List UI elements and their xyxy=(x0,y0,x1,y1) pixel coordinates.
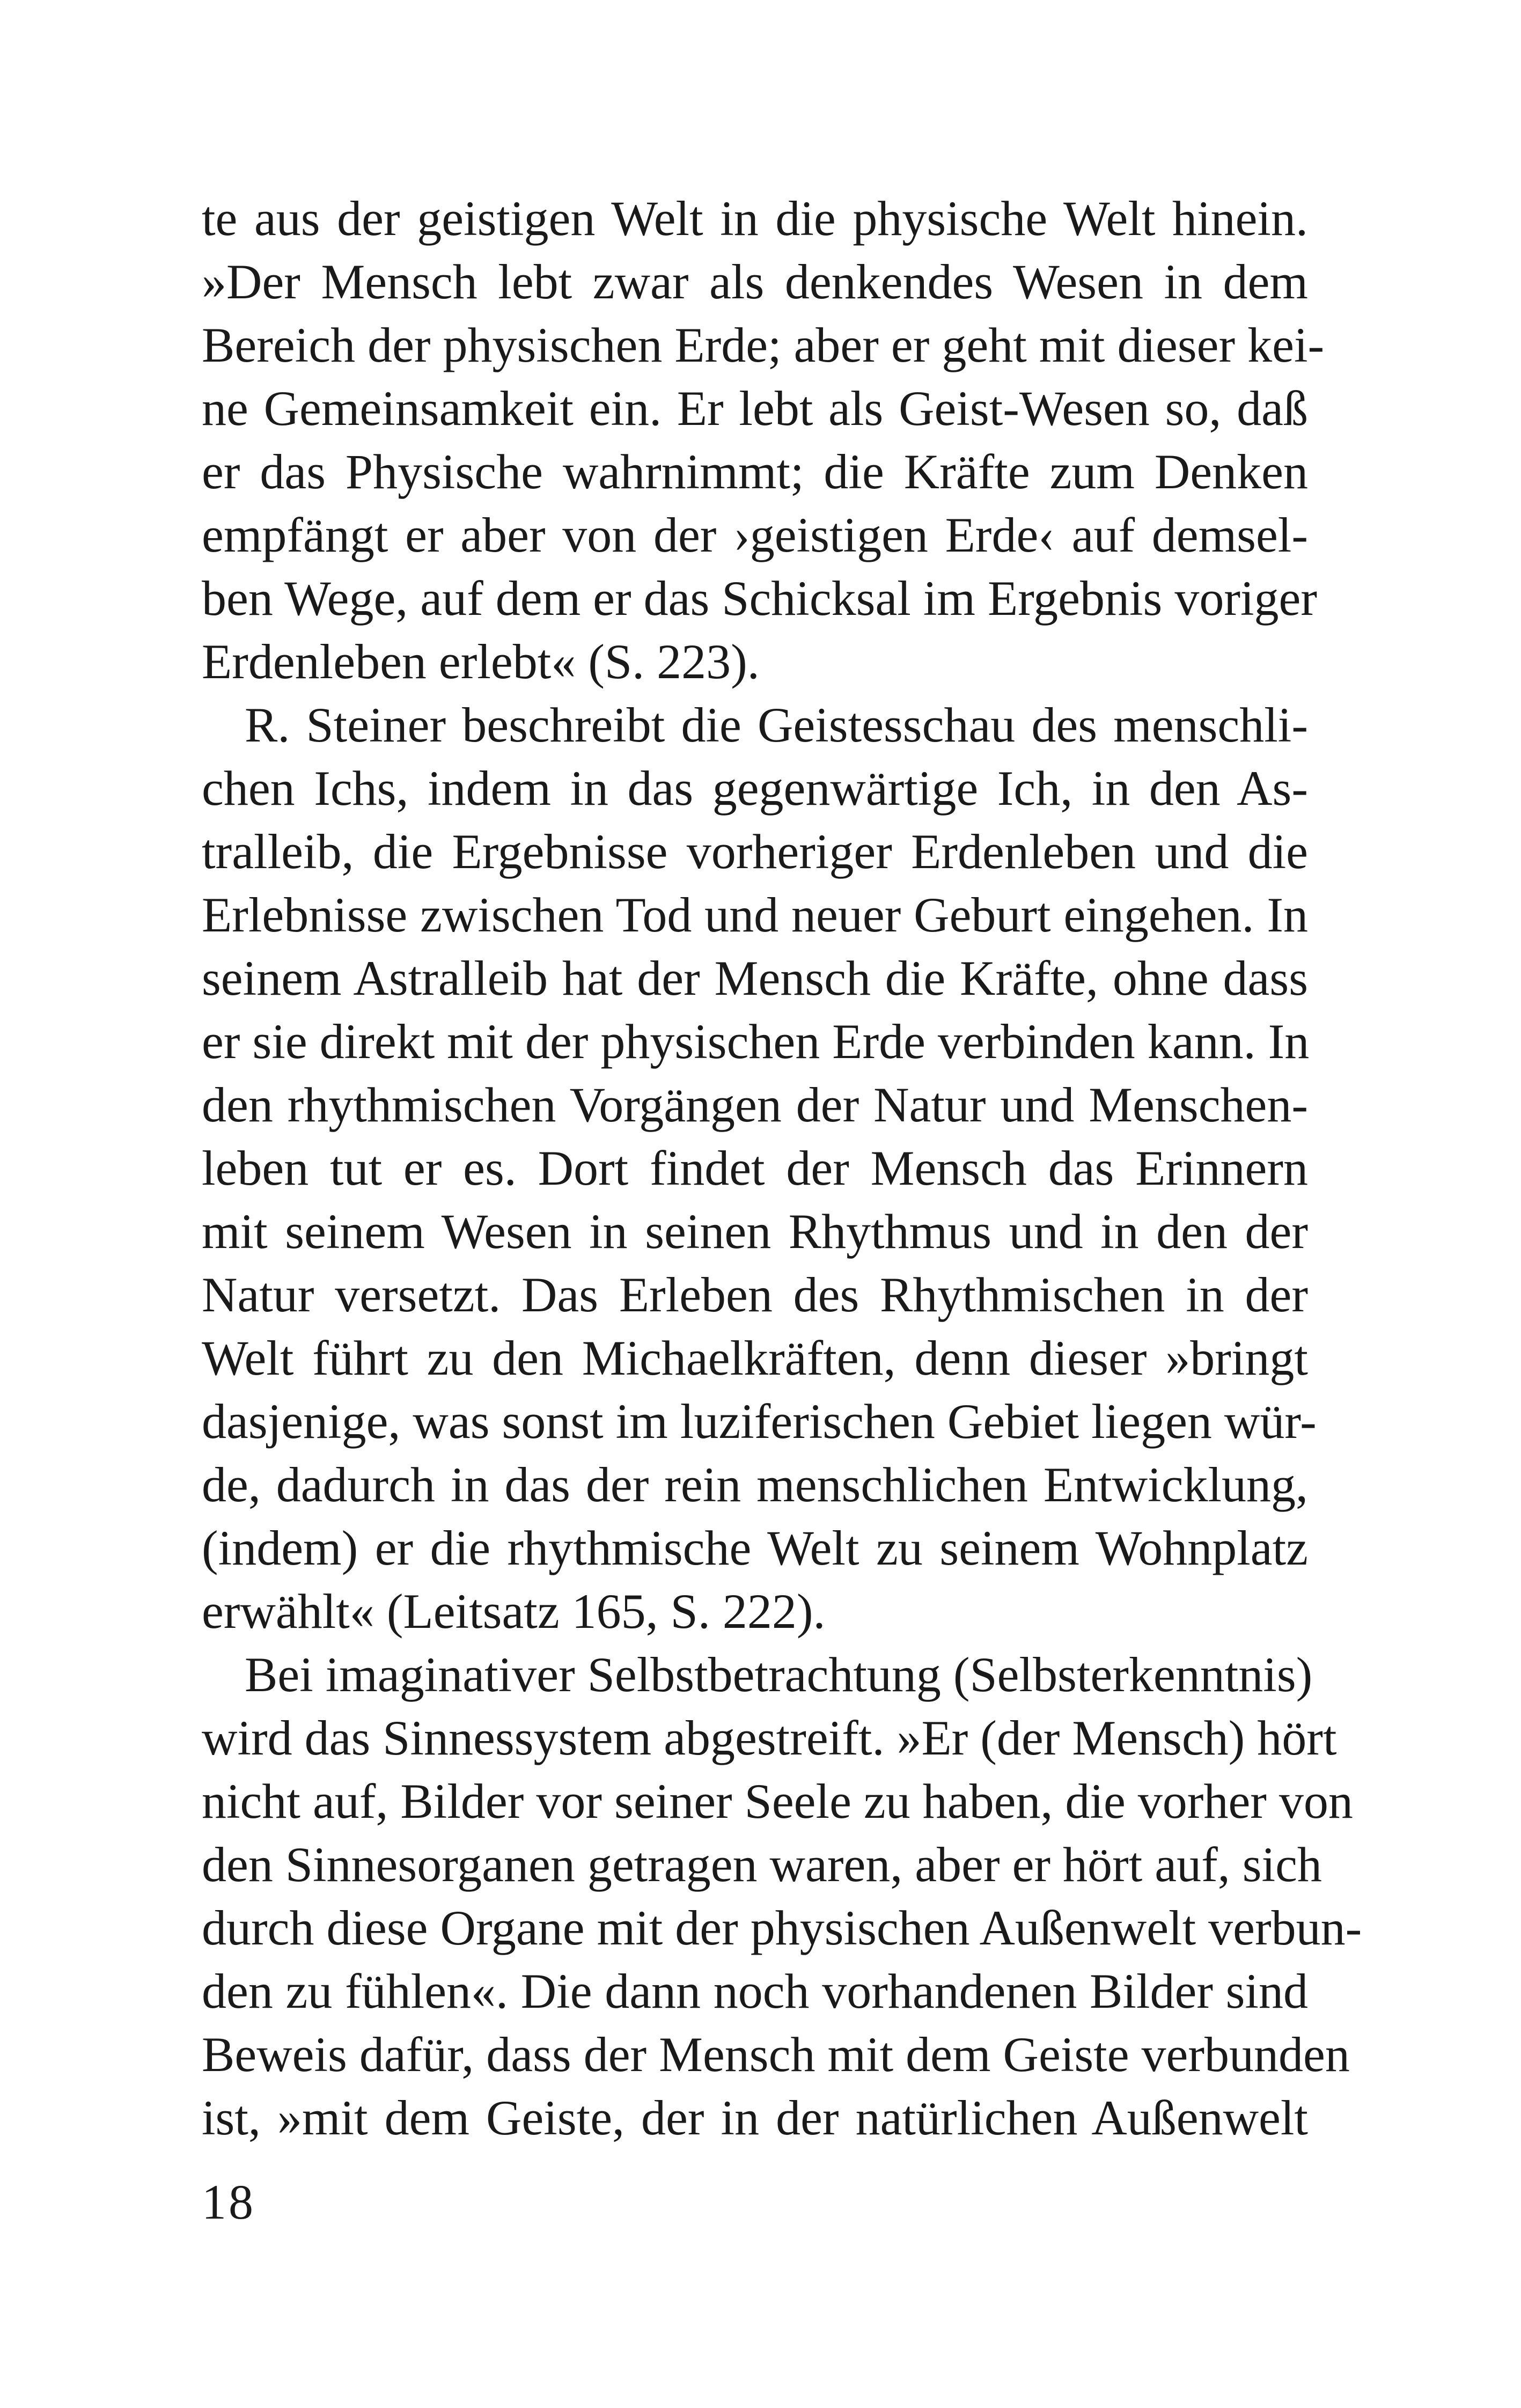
page-number: 18 xyxy=(202,2175,255,2229)
text-line: »Der Mensch lebt zwar als denkendes Wesen in dem xyxy=(202,254,1308,309)
text-line: Bei imaginativer Selbstbetrachtung (Selbsterkenntnis) xyxy=(245,1647,1313,1702)
text-line: er sie direkt mit der physischen Erde verbinden kann. In xyxy=(202,1014,1310,1069)
text-line: mit seinem Wesen in seinen Rhythmus und in den der xyxy=(202,1204,1308,1259)
text-line: Erlebnisse zwischen Tod und neuer Geburt eingehen. In xyxy=(202,887,1308,942)
text-line: dasjenige, was sonst im luziferischen Gebiet liegen wür- xyxy=(202,1394,1317,1449)
text-line: empfängt er aber von der ›geistigen Erde‹ auf demsel- xyxy=(202,508,1308,562)
text-line: erwählt« (Leitsatz 165, S. 222). xyxy=(202,1584,826,1639)
text-line: ben Wege, auf dem er das Schicksal im Ergebnis voriger xyxy=(202,571,1318,626)
text-line: wird das Sinnessystem abgestreift. »Er (der Mensch) hört xyxy=(202,1710,1337,1765)
text-line: chen Ichs, indem in das gegenwärtige Ich, in den As- xyxy=(202,761,1308,816)
text-line: (indem) er die rhythmische Welt zu seinem Wohnplatz xyxy=(202,1521,1308,1575)
text-line: ist, »mit dem Geiste, der in der natürlichen Außenwelt xyxy=(202,2090,1308,2145)
body-text xyxy=(202,187,1362,2149)
text-line: nicht auf, Bilder vor seiner Seele zu haben, die vorher von xyxy=(202,1774,1353,1829)
text-line: den Sinnesorganen getragen waren, aber er hört auf, sich xyxy=(202,1837,1322,1892)
text-line: er das Physische wahrnimmt; die Kräfte zum Denken xyxy=(202,444,1308,499)
text-line: de, dadurch in das der rein menschlichen Entwicklung, xyxy=(202,1457,1308,1512)
text-line: den rhythmischen Vorgängen der Natur und Menschen- xyxy=(202,1077,1308,1132)
text-line: durch diese Organe mit der physischen Außenwelt verbun- xyxy=(202,1900,1362,1955)
text-line: den zu fühlen«. Die dann noch vorhandenen Bilder sind xyxy=(202,1964,1308,2018)
text-line: Erdenleben erlebt« (S. 223). xyxy=(202,634,760,689)
text-line: ne Gemeinsamkeit ein. Er lebt als Geist-Wesen so, daß xyxy=(202,381,1308,436)
text-line: Beweis dafür, dass der Mensch mit dem Geiste verbunden xyxy=(202,2027,1350,2082)
text-line: Natur versetzt. Das Erleben des Rhythmischen in der xyxy=(202,1267,1308,1322)
text-line: R. Steiner beschreibt die Geistesschau des menschli- xyxy=(245,698,1308,752)
text-line: seinem Astralleib hat der Mensch die Kräfte, ohne dass xyxy=(202,951,1308,1005)
text-line: Bereich der physischen Erde; aber er geht mit dieser kei- xyxy=(202,318,1325,372)
text-line: Welt führt zu den Michaelkräften, denn dieser »bringt xyxy=(202,1331,1308,1385)
text-line: te aus der geistigen Welt in die physische Welt hinein. xyxy=(202,191,1308,246)
text-line: leben tut er es. Dort findet der Mensch das Erinnern xyxy=(202,1141,1308,1195)
text-line: tralleib, die Ergebnisse vorheriger Erdenleben und die xyxy=(202,824,1308,879)
